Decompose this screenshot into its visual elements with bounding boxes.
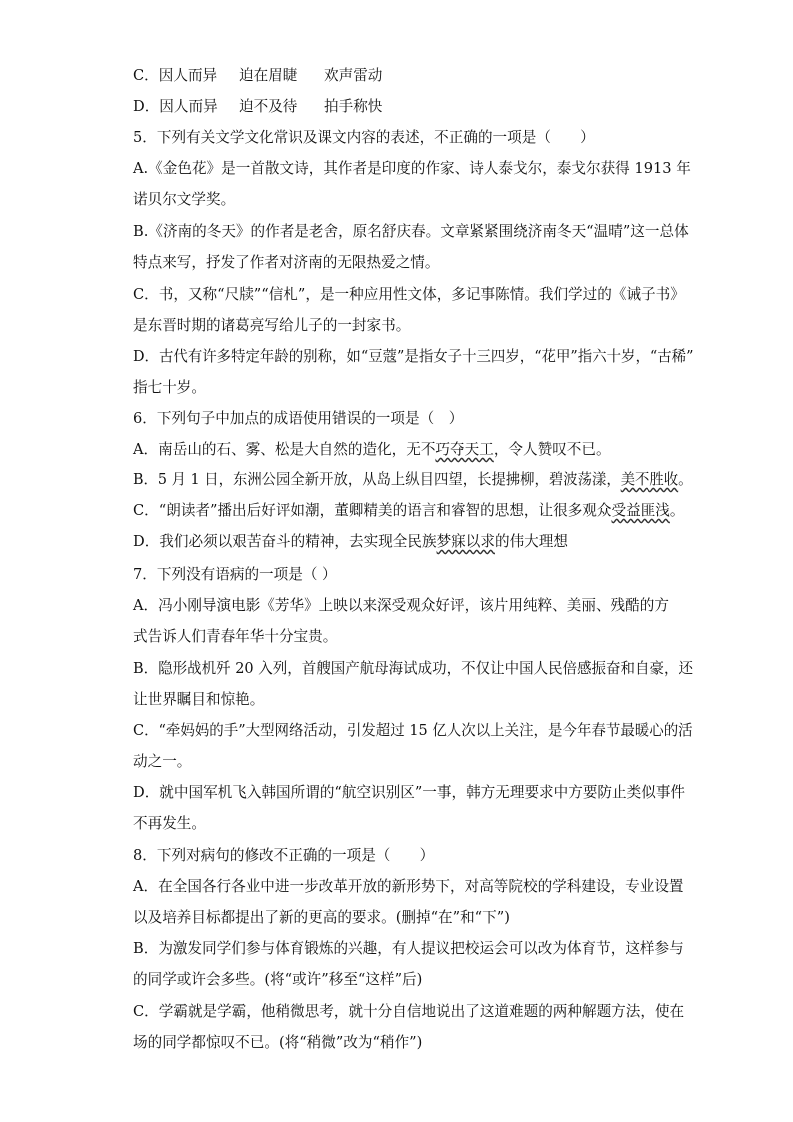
question-8-stem: 8．下列对病句的修改不正确的一项是（ ） — [133, 847, 435, 864]
dotted-idiom: 受益匪浅 — [611, 502, 670, 519]
question-6-option-c — [133, 501, 685, 521]
option-term-1: D．因人而异 — [133, 98, 218, 115]
option-term-2: 迫不及待 — [239, 98, 298, 115]
question-8-option-a-cont: 以及培养目标都提出了新的更高的要求。(删掉“在”和“下”) — [133, 909, 510, 926]
question-8-option-b-cont: 的同学或许会多些。(将“或许”移至“这样”后) — [133, 971, 423, 988]
question-8-option-c-cont: 场的同学都惊叹不已。(将“稍微”改为“稍作”) — [133, 1034, 423, 1051]
question-4-option-c — [133, 66, 382, 86]
option-term-3: 拍手称快 — [324, 98, 383, 115]
question-8-option-c: C．学霸就是学霸，他稍微思考，就十分自信地说出了这道难题的两种解题方法，使在 — [133, 1003, 685, 1020]
dotted-idiom: 美不胜收 — [620, 471, 679, 488]
question-7-option-a: A．冯小刚导演电影《芳华》上映以来深受观众好评，该片用纯粹、美丽、残酷的方 — [133, 597, 669, 614]
question-5-option-c: C．书，又称“尺牍”“信札”，是一种应用性文体，多记事陈情。我们学过的《诫子书》 — [133, 286, 685, 303]
option-term-1: C．因人而异 — [133, 67, 218, 84]
sentence-text: C．“朗读者”播出后好评如潮，董卿精美的语言和睿智的思想，让很多观众 — [133, 502, 612, 519]
question-7-option-b-cont: 让世界瞩目和惊艳。 — [133, 691, 265, 708]
question-5-option-a: A.《金色花》是一首散文诗，其作者是印度的作家、诗人泰戈尔，泰戈尔获得 1913 年 — [133, 160, 691, 177]
question-7-option-d: D．就中国军机飞入韩国所谓的“航空识别区”一事，韩方无理要求中方要防止类似事件 — [133, 784, 686, 801]
question-7-stem: 7．下列没有语病的一项是（ ） — [133, 566, 337, 583]
option-term-3: 欢声雷动 — [324, 67, 383, 84]
question-8-option-a: A．在全国各行各业中进一步改革开放的新形势下，对高等院校的学科建设，专业设置 — [133, 878, 684, 895]
sentence-text: A．南岳山的石、雾、松是大自然的造化，无不 — [133, 441, 436, 458]
question-4-option-d — [133, 97, 382, 117]
question-6-option-b — [133, 470, 693, 490]
question-7-option-c-cont: 动之一。 — [133, 753, 192, 770]
sentence-text: ，令人赞叹不已。 — [493, 441, 611, 458]
question-6-option-d — [133, 532, 568, 552]
sentence-text: 的伟大理想 — [494, 533, 568, 550]
question-5-option-d: D．古代有许多特定年龄的别称，如“豆蔻”是指女子十三四岁，“花甲”指六十岁，“古稀” — [133, 348, 694, 365]
question-6-stem: 6．下列句子中加点的成语使用错误的一项是（ ） — [133, 410, 464, 427]
question-7-option-b: B．隐形战机歼 20 入列，首艘国产航母海试成功，不仅让中国人民倍感振奋和自豪，还 — [133, 660, 694, 677]
sentence-text: 。 — [678, 471, 693, 488]
sentence-text: D．我们必须以艰苦奋斗的精神，去实现全民族 — [133, 533, 437, 550]
question-8-option-b: B．为激发同学们参与体育锻炼的兴趣，有人提议把校运会可以改为体育节，这样参与 — [133, 940, 684, 957]
sentence-text: 。 — [669, 502, 685, 519]
dotted-idiom: 梦寐以求 — [436, 533, 495, 550]
question-7-option-a-cont: 式告诉人们青春年华十分宝贵。 — [133, 628, 338, 645]
question-5-option-b-cont: 特点来写，抒发了作者对济南的无限热爱之情。 — [133, 254, 440, 271]
question-7-option-c: C．“牵妈妈的手”大型网络活动，引发超过 15 亿人次以上关注，是今年春节最暖心的活 — [133, 722, 693, 739]
dotted-idiom: 巧夺天工 — [435, 441, 494, 458]
sentence-text: B．5 月 1 日，东洲公园全新开放，从岛上纵目四望，长提拂柳，碧波荡漾， — [133, 471, 621, 488]
question-6-option-a — [133, 440, 611, 460]
question-7-option-d-cont: 不再发生。 — [133, 815, 206, 832]
question-5-option-c-cont: 是东晋时期的诸葛亮写给儿子的一封家书。 — [133, 317, 411, 334]
question-5-option-d-cont: 指七十岁。 — [133, 379, 206, 396]
option-term-2: 迫在眉睫 — [239, 67, 298, 84]
question-5-option-b: B.《济南的冬天》的作者是老舍，原名舒庆春。文章紧紧围绕济南冬天“温晴”这一总体 — [133, 223, 689, 240]
question-5-option-a-cont: 诺贝尔文学奖。 — [133, 191, 236, 208]
question-5-stem: 5．下列有关文学文化常识及课文内容的表述，不正确的一项是（ ） — [133, 129, 595, 146]
